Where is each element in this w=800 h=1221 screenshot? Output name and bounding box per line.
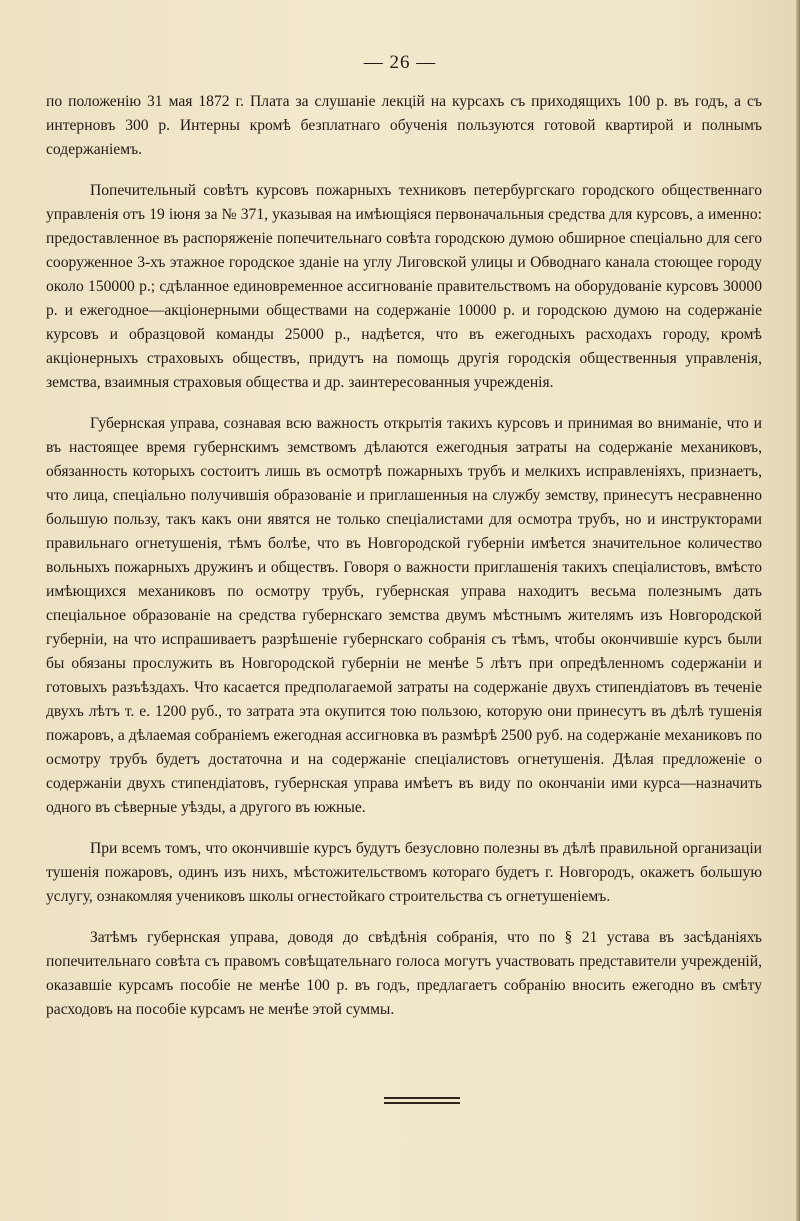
paragraph-1: по положенію 31 мая 1872 г. Плата за слушаніе лекцій на курсахъ съ приходящихъ 100 р. въ годъ, а съ интерновъ 300 р. Интерны кромѣ безплатнаго обученія пользуются готовой квартирой и полнымъ содержаніемъ. xyxy=(46,93,762,158)
paragraph-4: При всемъ томъ, что окончившіе курсъ будутъ безусловно полезны въ дѣлѣ правильной организаціи тушенія пожаровъ, одинъ изъ нихъ, мѣстожительствомъ котораго будетъ г. Новгородъ, окажетъ большую услугу, ознакомляя учениковъ школы огнестойкаго строительства съ огнетушеніемъ. xyxy=(46,840,762,905)
paragraph-5: Затѣмъ губернская управа, доводя до свѣдѣнія собранія, что по § 21 устава въ засѣданіяхъ попечительнаго совѣта съ правомъ совѣщательнаго голоса могутъ участвовать представители учрежденій, оказавшіе курсамъ пособіе не менѣе 100 р. въ годъ, предлагаетъ собранію вносить ежегодно въ смѣту расходовъ на пособіе курсамъ не менѣе этой суммы. xyxy=(46,929,762,1018)
end-divider xyxy=(384,1097,460,1107)
body-text xyxy=(46,90,762,1039)
page-edge xyxy=(796,0,800,1221)
page-number: — 26 — xyxy=(363,52,437,73)
paragraph-2: Попечительный совѣтъ курсовъ пожарныхъ техниковъ петербургскаго городского общественнаго управленія отъ 19 іюня за № 371, указывая на имѣющіяся первоначальныя средства для курсовъ, а именно: предоставленное въ распоряженіе попечительнаго совѣта городскою думою обширное спеціально для сего сооруженное 3-хъ этажное городское зданіе на углу Лиговской улицы и Обводнаго канала стоющее городу около 150000 р.; сдѣланное единовременное ассигнованіе правительствомъ на оборудованіе курсовъ 30000 р. и ежегодное—акціонерными обществами на содержаніе 10000 р. и городскою думою на содержаніе курсовъ и образцовой команды 25000 р., надѣется, что въ ежегодныхъ расходахъ городу, кромѣ акціонерныхъ страховыхъ обществъ, придутъ на помощь другія городскія общественныя управленія, земства, взаимныя страховыя общества и др. заинтересованныя учрежденія. xyxy=(46,182,762,391)
paragraph-3: Губернская управа, сознавая всю важность открытія такихъ курсовъ и принимая во вниманіе, что и въ настоящее время губернскимъ земствомъ дѣлаются ежегодныя затраты на содержаніе механиковъ, обязанность которыхъ состоитъ лишь въ осмотрѣ пожарныхъ трубъ и мелкихъ исправленіяхъ, признаетъ, что лица, спеціально получившія образованіе и приглашенныя на службу земству, принесутъ несравненно большую пользу, такъ какъ они явятся не только спеціалистами для осмотра трубъ, но и инструкторами правильнаго огнетушенія, тѣмъ болѣе, что въ Новгородской губерніи имѣется значительное количество вольныхъ пожарныхъ дружинъ и обществъ. Говоря о важности приглашенія такихъ спеціалистовъ, вмѣсто имѣющихся механиковъ по осмотру трубъ, губернская управа находитъ весьма полезнымъ дать спеціальное образованіе на средства губернскаго земства двумъ мѣстнымъ жителямъ изъ Новгородской губерніи, на что испрашиваетъ разрѣшеніе губернскаго собранія съ тѣмъ, чтобы окончившіе курсъ были бы обязаны прослужить въ Новгородской губерніи не менѣе 5 лѣтъ при опредѣленномъ содержаніи и готовыхъ разъѣздахъ. Что касается предполагаемой затраты на содержаніе двухъ стипендіатовъ въ теченіе двухъ лѣтъ т. е. 1200 руб., то затрата эта окупится тою пользою, которую они принесутъ въ дѣлѣ тушенія пожаровъ, а дѣлаемая собраніемъ ежегодная ассигновка въ размѣрѣ 2500 руб. на содержаніе механиковъ по осмотру трубъ будетъ достаточна и на содержаніе спеціалистовъ огнетушенія. Дѣлая предложеніе о содержаніи двухъ стипендіатовъ, губернская управа имѣетъ въ виду по окончаніи ими курса—назначить одного въ сѣверные уѣзды, а другого въ южные. xyxy=(46,415,762,816)
